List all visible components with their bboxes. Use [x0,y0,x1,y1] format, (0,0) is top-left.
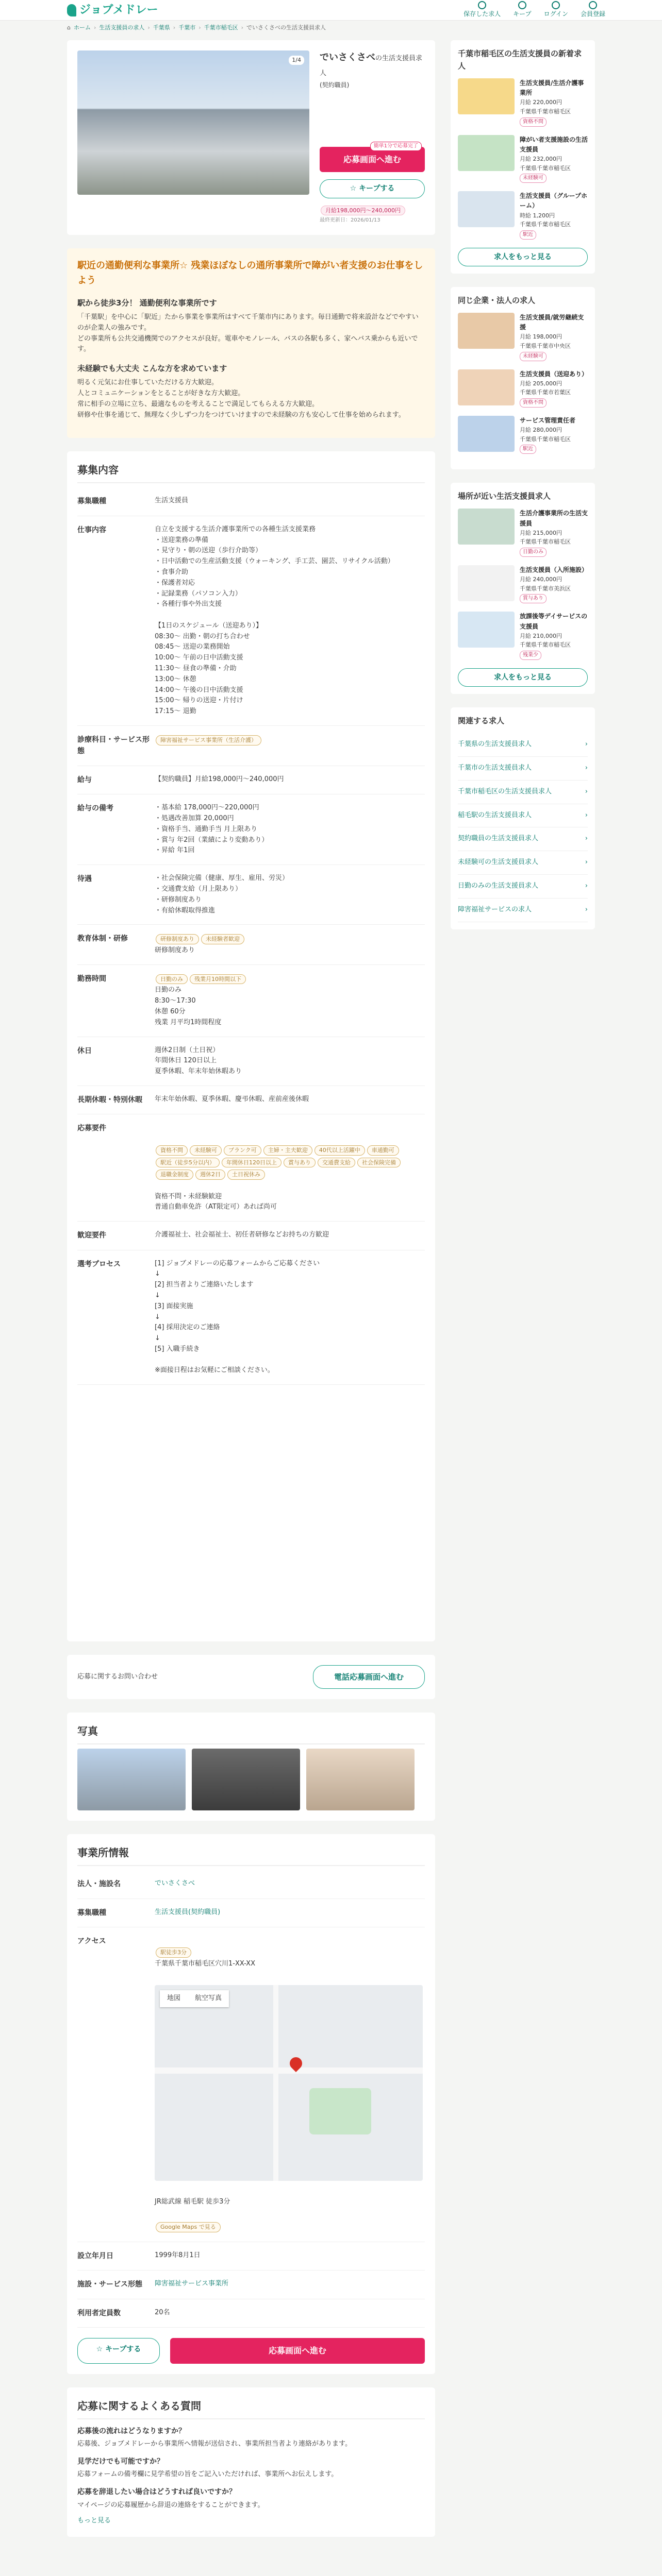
details-card: 募集内容 募集職種 生活支援員 仕事内容 自立を支援する生活介護事業所での各種生活支援業務 ・送迎業務の準備 ・見守り・朝の送迎（歩行介助等） ・日中活動での生産活動支援（ウォーキング、手工芸、園芸、リサイクル活動） ・食事介助 ・保護者対応 ・記録業務（パソコン入力） ・各種行事や外出支援 【1日のスケジュール（送迎あり）】 08:30〜 出勤・朝の打ち合わせ 08:45〜 送迎の業務開始 10:00〜 午前の日中活動支援 11:30〜 昼食の準備・介助 13:00〜 休憩 14:00〜 午後の日中活動支援 15:00〜 帰りの送迎・片付け 17:15〜 退勤 診療科目・サービス形態 障害福祉サービス事業所（生活介護） 給与 【契約職員】月給198,000円〜240,000円 給与の備考 ・基本給 178,000円〜220,000円 ・処遇改善加算 20,000円 ・資格手当、通勤手当 月上限あり ・賞与 年2回（業績により変動あり） ・昇給 年1回 待遇 ・社会保険完備（健康、厚生、雇用、労災） ・交通費支給（月上限あり） ・研修制度あり ・有給休暇取得推進 教育体制・研修 研修制度あり 未経験者歓迎 研修制度あり 勤務時間 日勤のみ 残業月10時間以下 日勤のみ 8:30〜17:30 休憩 60分 残業 月平均1時間程度 休日 週休2日制（土日祝） 年間休日 120日以上 夏季休暇、年末年始休暇あり 長期休暇・特別休暇 年末年始休暇、夏季休暇、慶弔休暇、産前産後休暇 応募要件 資格不問 未経験可 ブランク可 主婦・主夫歓迎 40代以上活躍中 車通勤可駅近（徒歩5分以内） 年間休日120日以上 賞与あり 交通費支給 社会保険完備退職金制度 週休2日 土日祝休み 資格不問・未経験歓迎 普通自動車免許（AT限定可）あれば尚可 歓迎要件 介護福祉士、社会福祉士、初任者研修などお持ちの方歓迎 選考プロセス [1] ジョブメドレーの応募フォームからご応募ください ↓ [2] 担当者よりご連絡いたします ↓ [3] 面接実施 ↓ [4] 採用決定のご連絡 ↓ [5] 入職手続き ※面接日程はお気軽にご相談ください。 [67,451,435,1641]
sidebar-corp: 同じ企業・法人の求人 生活支援員/就労継続支援 月給 198,000円 千葉県千葉市中央区 未経験可 生活支援員（送迎あり） 月給 205,000円 千葉県千葉市若葉区 資格不問 サービス管理責任者 月給 280,000円 千葉県千葉市稲毛区 駅近 [451,287,595,469]
faq-more-link[interactable]: もっと見る [77,2517,111,2525]
side-job[interactable]: 生活支援員（入所施設） 月給 240,000円 千葉県千葉市美浜区 賞与あり [458,565,588,603]
catch-text-1: 「千葉駅」を中心に「駅近」たから事業を事業所はすべて千葉市内にあります。毎日通勤で将来設計などでやすいのが企業人の強みです。 どの事業所も公共交通機関でのアクセスが良好。電車やモノレール、バスの各駅も多く、家へバス乗からも近いです。 [77,313,419,353]
chevron-right-icon: › [585,835,588,843]
side-job[interactable]: 生活支援員（送迎あり） 月給 205,000円 千葉県千葉市若葉区 資格不問 [458,369,588,408]
related-link[interactable]: 千葉県の生活支援員求人 › [458,733,588,757]
content-wrap [67,35,595,2550]
related-link[interactable]: 障害福祉サービスの求人 › [458,899,588,922]
breadcrumb-item[interactable]: 生活支援員の求人 [99,24,145,31]
apply-button[interactable]: 応募画面へ進む [320,147,425,173]
apply-button-bottom[interactable]: 応募画面へ進む [170,2338,425,2364]
nav-saved[interactable]: 保存した求人 [464,1,501,19]
catch-text-2: 明るく元気にお仕事していただける方大歓迎。 人とコミュニケーションをとることが好きな方大歓迎。 常に相手の立場に立ち、最適なものを考えることで満足してもらえる方大歓迎。 研修や仕事を通じて、無理なく少しずつ力をつけていけますので未経験の方も安心して仕事を始められます。 [77,379,405,419]
photos-title: 写真 [77,1723,425,1744]
breadcrumb-current: でいさくさべの生活支援員求人 [246,24,326,31]
star-icon: ☆ [96,2345,106,2354]
photo-thumb[interactable] [306,1749,415,1810]
more-jobs-button[interactable]: 求人をもっと見る [458,248,588,266]
chevron-right-icon: › [585,858,588,867]
star-icon [518,1,526,9]
phone-card [67,1655,435,1699]
user-icon [552,1,560,9]
related-link[interactable]: 千葉市の生活支援員求人 › [458,757,588,781]
salary-badge: 月給198,000円〜240,000円 [321,206,405,216]
side-job[interactable]: 生活介護事業所の生活支援員 月給 215,000円 千葉県千葉市稲毛区 日勤のみ [458,509,588,557]
chevron-right-icon: › [585,740,588,749]
logo-text: ジョブメドレー [79,3,158,16]
faq-title: 応募に関するよくある質問 [77,2398,425,2419]
header-nav [464,1,605,19]
catch-subtitle-1: 駅から徒歩3分！ 通勤便利な事業所です [77,298,217,308]
sidebar-nearby: 千葉市稲毛区の生活支援員の新着求人 生活支援員/生活介護事業所 月給 220,000円 千葉県千葉市稲毛区 資格不問 障がい者支援施設の生活支援員 月給 232,000円 千葉県千葉市稲毛区 未経験可 生活支援員（グループホーム） 時給 1,200円 千葉県千葉市稲毛区 駅近 求人をもっと見る [451,40,595,274]
side-job[interactable]: 生活支援員/生活介護事業所 月給 220,000円 千葉県千葉市稲毛区 資格不問 [458,78,588,127]
chevron-right-icon: › [585,764,588,772]
photo-counter: 1/4 [289,56,304,65]
office-title: 事業所情報 [77,1844,425,1866]
updated-date: 最終更新日：2026/01/13 [320,217,380,224]
map[interactable] [155,1985,423,2181]
logo-mark-icon [67,4,76,16]
side-job[interactable]: 放課後等デイサービスの支援員 月給 210,000円 千葉県千葉市稲毛区 残業少 [458,612,588,660]
site-header [0,0,662,21]
breadcrumb-item[interactable]: 千葉県 [153,24,170,31]
google-maps-link[interactable]: Google Maps で見る [156,2222,221,2232]
star-icon: ☆ [350,184,359,193]
map-tab[interactable]: 地図 [167,1994,181,2003]
related-link[interactable]: 稲毛駅の生活支援員求人 › [458,804,588,828]
side-job[interactable]: サービス管理責任者 月給 280,000円 千葉県千葉市稲毛区 駅近 [458,416,588,454]
office-name-link[interactable]: でいさくさべ [155,1879,195,1888]
side-job[interactable]: 生活支援員（グループホーム） 時給 1,200円 千葉県千葉市稲毛区 駅近 [458,191,588,240]
breadcrumb-item[interactable]: ホーム [73,24,91,31]
main-column [67,35,435,2550]
logo[interactable] [67,1,158,19]
access-badge: 駅徒歩3分 [156,1947,191,1958]
sidebar-near: 場所が近い生活支援員求人 生活介護事業所の生活支援員 月給 215,000円 千葉県千葉市稲毛区 日勤のみ 生活支援員（入所施設） 月給 240,000円 千葉県千葉市美浜区 賞与あり 放課後等デイサービスの支援員 月給 210,000円 千葉県千葉市稲毛区 残業少 求人をもっと見る [451,483,595,694]
breadcrumb-item[interactable]: 千葉市稲毛区 [204,24,238,31]
chevron-right-icon: › [585,811,588,819]
catch-card [67,248,435,438]
details-title: 募集内容 [77,462,425,483]
home-icon[interactable]: ⌂ [67,24,71,31]
main-photo[interactable] [77,50,309,195]
hero-card [67,40,435,235]
keep-button[interactable]: ☆ キープする [320,179,425,198]
faq-card: 応募に関するよくある質問 応募後の流れはどうなりますか？ 応募後、ジョブメドレーから事業所へ情報が送信され、事業所担当者より連絡があります。 見学だけでも可能ですか？ 応募フォームの備考欄に見学希望の旨をご記入いただければ、事業所へお伝えします。 応募を辞退したい場合はどうすれば良いですか？ マイページの応募履歴から辞退の連絡をすることができます。 もっと見る [67,2387,435,2537]
nav-login[interactable]: ログイン [544,1,568,19]
map-tab[interactable]: 航空写真 [195,1994,222,2003]
sidebar [451,35,595,2550]
employment-type: (契約職員) [320,81,350,89]
sidebar-related: 関連する求人 千葉県の生活支援員求人 › 千葉市の生活支援員求人 › 千葉市稲毛区の生活支援員求人 › 稲毛駅の生活支援員求人 › 契約職員の生活支援員求人 › 未経験可の生活支援員求人 › 日勤のみの生活支援員求人 › 障害福祉サービスの求人 › [451,707,595,929]
catch-title: 駅近の通勤便利な事業所☆ 残業ほぼなしの通所事業所で障がい者支援のお仕事をしよう [77,260,423,286]
apply-badge: 簡単1分で応募完了 [370,142,422,151]
keep-button-bottom[interactable]: ☆ キープする [77,2338,160,2364]
more-jobs-button[interactable]: 求人をもっと見る [458,668,588,687]
nav-keep[interactable]: キープ [513,1,531,19]
related-link[interactable]: 日勤のみの生活支援員求人 › [458,875,588,899]
chevron-right-icon: › [585,905,588,913]
side-job[interactable]: 障がい者支援施設の生活支援員 月給 232,000円 千葉県千葉市稲毛区 未経験可 [458,135,588,183]
breadcrumb-item[interactable]: 千葉市 [178,24,196,31]
office-card: 事業所情報 法人・施設名 でいさくさべ 募集職種 生活支援員(契約職員) アクセス 駅徒歩3分 千葉県千葉市稲毛区穴川1-XX-XX 地図 航空写真 JR総武線 稲毛駅 徒歩3分 Google Maps で見る 設立年月日 1999年8月1日 施設・サービス形態 障害福祉サービス事業所 利用者定員数 20名 ☆ キープする 応募画面へ進む [67,1834,435,2374]
related-link[interactable]: 千葉市稲毛区の生活支援員求人 › [458,781,588,804]
nav-register[interactable]: 会員登録 [581,1,605,19]
related-link[interactable]: 未経験可の生活支援員求人 › [458,851,588,875]
related-link[interactable]: 契約職員の生活支援員求人 › [458,827,588,851]
photos-card [67,1713,435,1821]
chevron-right-icon: › [585,787,588,795]
office-job-link[interactable]: 生活支援員(契約職員) [155,1908,221,1916]
chevron-right-icon: › [585,882,588,890]
photo-thumb[interactable] [77,1749,186,1810]
service-link[interactable]: 障害福祉サービス事業所 [155,2280,229,2288]
user-plus-icon [589,1,597,9]
job-title: でいさくさべの生活支援員求人 [320,52,423,77]
phone-apply-button[interactable]: 電話応募画面へ進む [313,1665,425,1689]
address: 千葉県千葉市稲毛区穴川1-XX-XX [155,1959,255,1968]
heart-icon [478,1,486,9]
photo-thumb[interactable] [192,1749,300,1810]
catch-subtitle-2: 未経験でも大丈夫 こんな方を求めています [77,364,227,374]
side-job[interactable]: 生活支援員/就労継続支援 月給 198,000円 千葉県千葉市中央区 未経験可 [458,313,588,361]
phone-text: 応募に関するお問い合わせ [77,1672,158,1681]
breadcrumb: ⌂ ホーム › 生活支援員の求人 › 千葉県 › 千葉市 › 千葉市稲毛区 › でいさくさべの生活支援員求人 [0,21,662,35]
